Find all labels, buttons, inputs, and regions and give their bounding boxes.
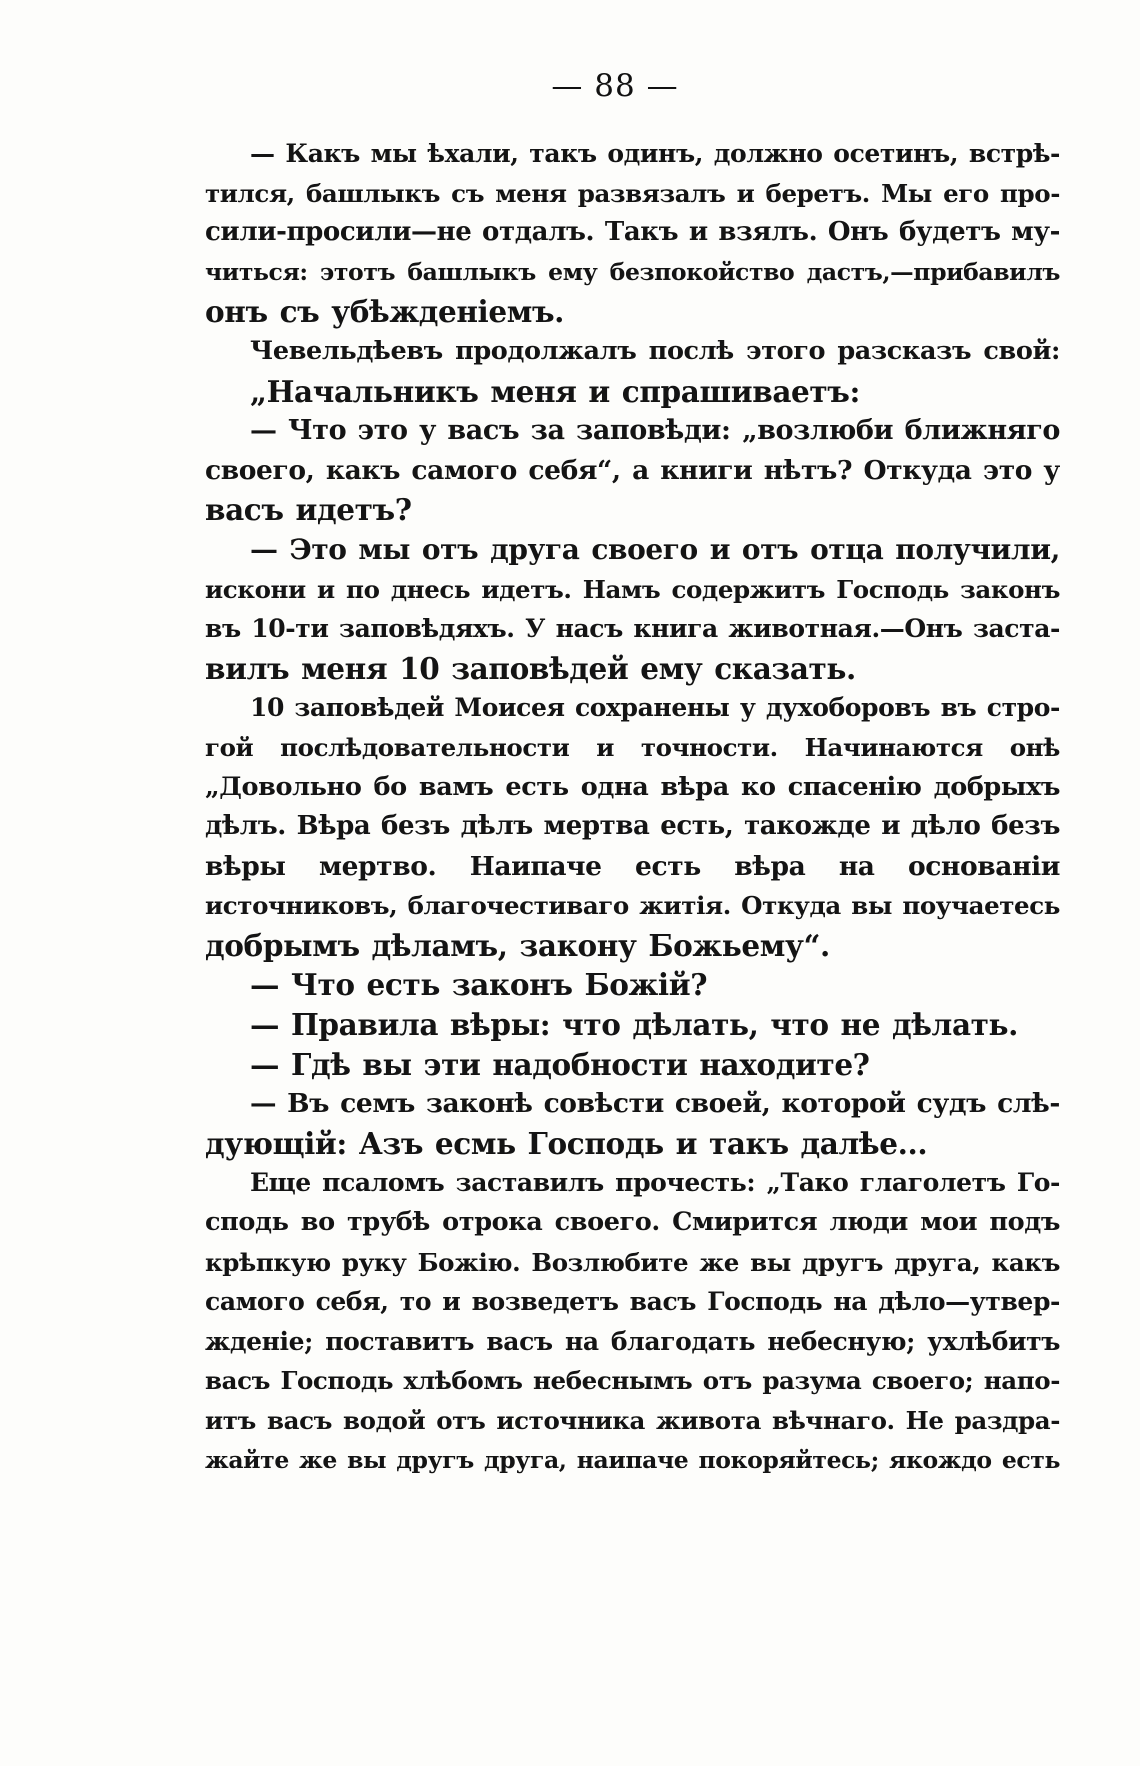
text-line: гой послѣдовательности и точности. Начинаются онѣ <box>205 732 1060 762</box>
text-line: самого себя, то и возведетъ васъ Господь на дѣло—утвер- <box>205 1287 1060 1317</box>
text-line: итъ васъ водой отъ источника живота вѣчнаго. Не раздра- <box>205 1406 1060 1435</box>
text-line: сподь во трубѣ отрока своего. Смирится люди мои подъ <box>205 1207 1060 1238</box>
text-line: васъ идетъ? <box>205 492 412 528</box>
text-line: — Въ семъ законѣ совѣсти своей, которой судъ слѣ- <box>250 1088 1060 1120</box>
text-line: источниковъ, благочестиваго житія. Откуда вы поучаетесь <box>205 891 1060 921</box>
text-line: онъ съ убѣжденіемъ. <box>205 294 565 330</box>
text-line: „Начальникъ меня и спрашиваетъ: <box>250 373 861 409</box>
text-line: дѣлъ. Вѣра безъ дѣлъ мертва есть, такожде и дѣло безъ <box>205 811 1060 842</box>
text-line: — Гдѣ вы эти надобности находите? <box>250 1046 870 1082</box>
text-line: жайте же вы другъ друга, наипаче покоряйтесь; якождо есть <box>205 1445 1060 1474</box>
text-line: читься: этотъ башлыкъ ему безпокойство дастъ,—прибавилъ <box>205 257 1060 286</box>
text-line: сили-просили—не отдалъ. Такъ и взялъ. Онъ будетъ му- <box>205 217 1060 248</box>
text-line: своего, какъ самого себя“, а книги нѣтъ? Откуда это у <box>205 454 1060 486</box>
text-line: — Что это у васъ за заповѣди: „возлюби ближняго <box>250 415 1060 447</box>
text-line: васъ Господь хлѣбомъ небеснымъ отъ разума своего; напо- <box>205 1366 1060 1396</box>
text-line: — Какъ мы ѣхали, такъ одинъ, должно осетинъ, встрѣ- <box>250 139 1060 168</box>
text-line: жденіе; поставитъ васъ на благодать небесную; ухлѣбитъ <box>205 1326 1060 1356</box>
text-line: крѣпкую руку Божію. Возлюбите же вы другъ друга, какъ <box>205 1247 1060 1277</box>
text-line: Чевельдѣевъ продолжалъ послѣ этого разсказъ свой: <box>250 335 1060 366</box>
text-line: вилъ меня 10 заповѣдей ему сказать. <box>205 650 856 686</box>
body-text <box>205 134 1060 1480</box>
text-line: въ 10-ти заповѣдяхъ. У насъ книга животная.—Онъ заста- <box>205 614 1060 644</box>
text-line: — Правила вѣры: что дѣлать, что не дѣлать. <box>250 1007 1019 1043</box>
text-line: дующій: Азъ есмь Господь и такъ далѣе... <box>205 1125 928 1161</box>
text-line: добрымъ дѣламъ, закону Божьему“. <box>205 927 830 963</box>
text-line: искони и по днесь идетъ. Намъ содержитъ Господь законъ <box>205 574 1060 604</box>
text-line: „Довольно бо вамъ есть одна вѣра ко спасенію добрыхъ <box>205 771 1060 802</box>
text-line: тился, башлыкъ съ меня развязалъ и беретъ. Мы его про- <box>205 178 1060 208</box>
text-line: Еще псаломъ заставилъ прочесть: „Тако глаголетъ Го- <box>250 1168 1060 1198</box>
text-line: — Что есть законъ Божій? <box>250 967 708 1003</box>
text-line: вѣры мертво. Наипаче есть вѣра на основаніи <box>205 850 1060 882</box>
page-number: — 88 — <box>551 68 679 104</box>
text-line: — Это мы отъ друга своего и отъ отца получили, <box>250 532 1060 566</box>
text-line: 10 заповѣдей Моисея сохранены у духоборовъ въ стро- <box>250 693 1060 723</box>
